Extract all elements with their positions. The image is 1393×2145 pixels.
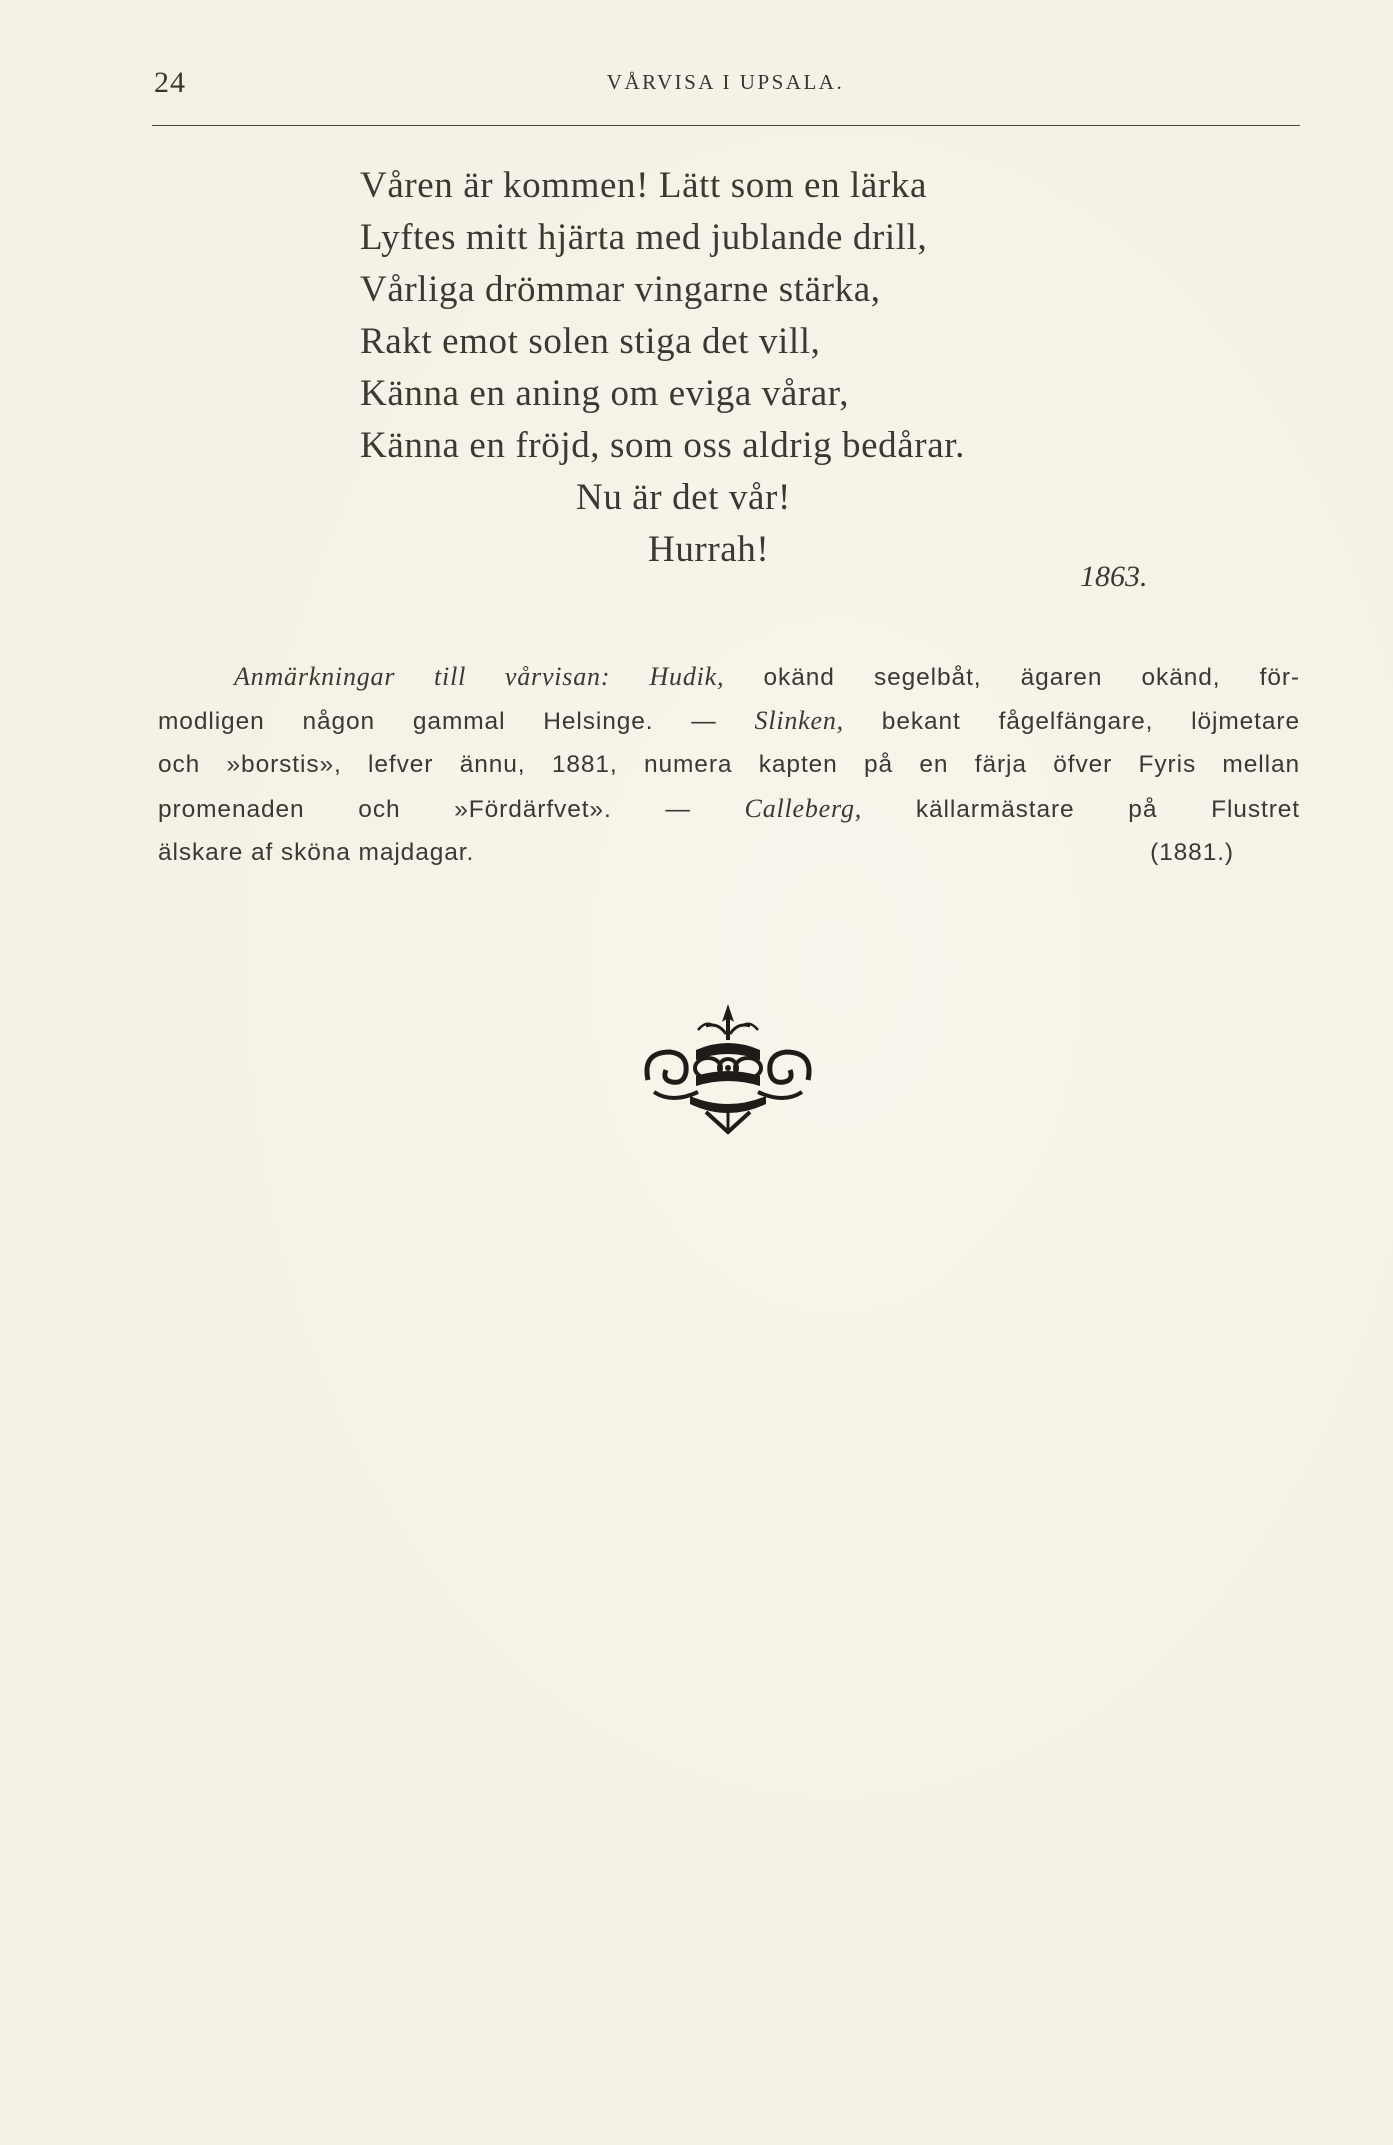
page-header: [150, 66, 1301, 106]
poem-line: Känna en aning om eviga vårar,: [360, 373, 850, 414]
note-date: (1881.): [1150, 839, 1234, 866]
poem-line: Hurrah!: [648, 529, 770, 570]
note-line: [158, 743, 1300, 787]
poem-line: Rakt emot solen stiga det vill,: [360, 321, 821, 362]
note-term: Hudik,: [649, 662, 725, 691]
page-number: 24: [154, 66, 186, 99]
floral-vignette-icon: [636, 1000, 820, 1136]
poem: [360, 160, 1220, 576]
poem-line: Nu är det vår!: [576, 477, 791, 518]
poem-line: Känna en fröjd, som oss aldrig bedårar.: [360, 425, 965, 466]
poem-year: 1863.: [1080, 560, 1148, 593]
note-text: älskare af sköna majdagar.: [158, 839, 475, 866]
header-rule: [152, 125, 1300, 126]
notes-heading: Anmärkningar till vårvisan:: [234, 662, 611, 691]
poem-line: Våren är kommen! Lätt som en lärka: [360, 165, 927, 206]
note-line: [158, 655, 1300, 699]
note-line: [158, 699, 1300, 743]
note-text: och »borstis», lefver ännu, 1881, numera kapten på en färja öfver Fyris mellan: [158, 751, 1300, 778]
note-text: modligen någon gammal Helsinge. —: [158, 708, 717, 735]
note-line: [158, 831, 1300, 875]
annotations: [158, 655, 1300, 875]
note-text: promenaden och »Fördärfvet». —: [158, 796, 691, 823]
note-text: okänd segelbåt, ägaren okänd, för-: [763, 664, 1300, 691]
note-term: Slinken,: [754, 706, 844, 735]
note-text: bekant fågelfängare, löjmetare: [881, 708, 1300, 735]
note-line: [158, 787, 1300, 831]
poem-line: Vårliga drömmar vingarne stärka,: [360, 269, 881, 310]
running-title: VÅRVISA I UPSALA.: [606, 70, 845, 94]
note-term: Calleberg,: [744, 794, 863, 823]
note-text: källarmästare på Flustret: [915, 796, 1300, 823]
poem-line: Lyftes mitt hjärta med jublande drill,: [360, 217, 928, 258]
